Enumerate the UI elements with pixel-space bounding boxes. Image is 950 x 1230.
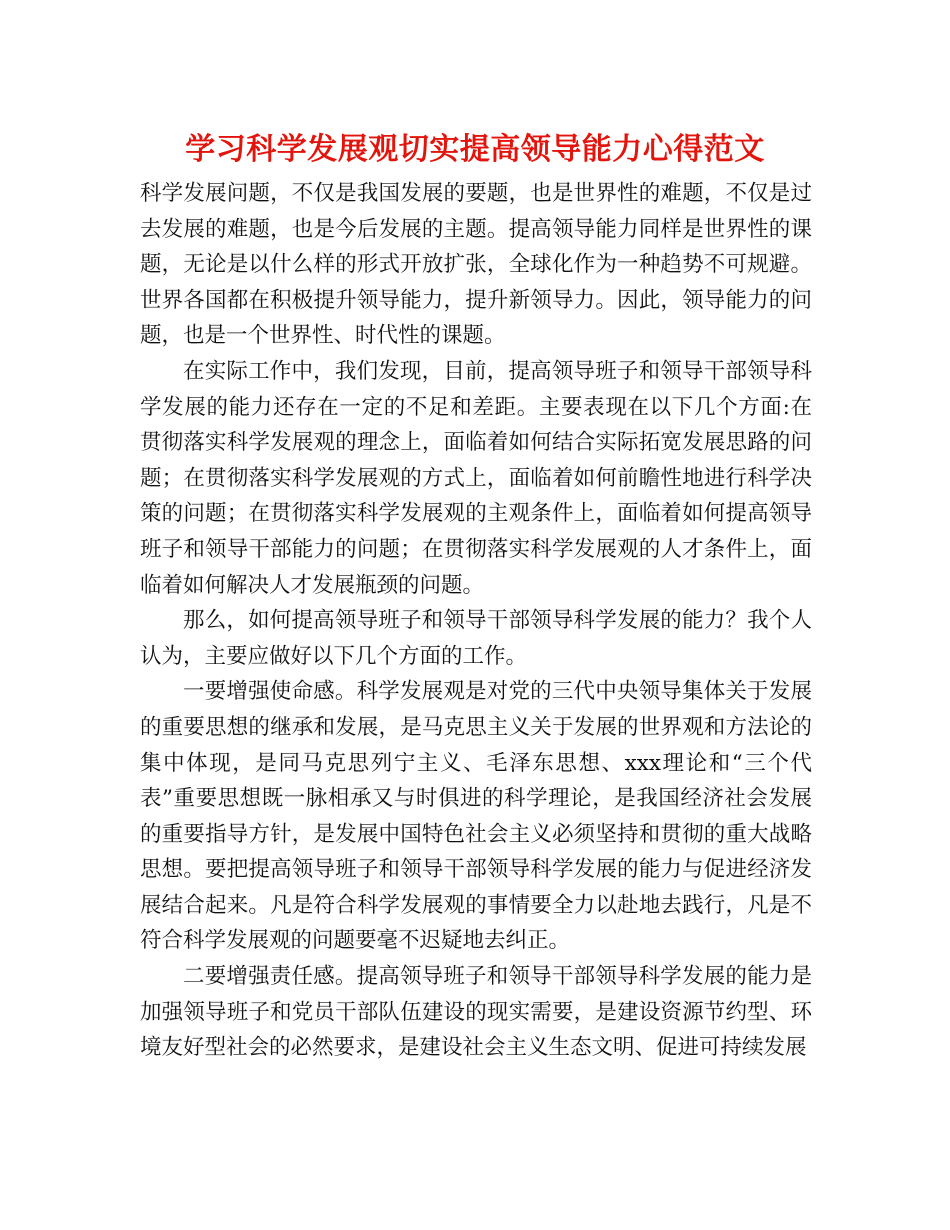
document-title: 学习科学发展观切实提高领导能力心得范文	[185, 132, 765, 167]
paragraph-mission: 一要增强使命感。科学发展观是对党的三代中央领导集体关于发展的重要思想的继承和发展，是马克思主义关于发展的世界观和方法论的集中体现，是同马克思列宁主义、毛泽东思想、xxx理论和“三个代表”重要思想既一脉相承又与时俱进的科学理论，是我国经济社会发展的重要指导方针，是发展中国特色社会主义必须坚持和贯彻的重大战略思想。要把提高领导班子和领导干部领导科学发展的能力与促进经济发展结合起来。凡是符合科学发展观的事情要全力以赴地去践行，凡是不符合科学发展观的问题要毫不迟疑地去纠正。	[140, 679, 812, 954]
paragraph-intro: 科学发展问题，不仅是我国发展的要题，也是世界性的难题，不仅是过去发展的难题，也是今后发展的主题。提高领导能力同样是世界性的课题，无论是以什么样的形式开放扩张，全球化作为一种趋势不可规避。世界各国都在积极提升领导能力，提升新领导力。因此，领导能力的问题，也是一个世界性、时代性的课题。	[140, 181, 812, 349]
paragraph-question: 那么，如何提高领导班子和领导干部领导科学发展的能力？我个人认为，主要应做好以下几个方面的工作。	[140, 608, 812, 669]
paragraph-problems: 在实际工作中，我们发现，目前，提高领导班子和领导干部领导科学发展的能力还存在一定的不足和差距。主要表现在以下几个方面:在贯彻落实科学发展观的理念上，面临着如何结合实际拓宽发展思路的问题；在贯彻落实科学发展观的方式上，面临着如何前瞻性地进行科学决策的问题；在贯彻落实科学发展观的主观条件上，面临着如何提高领导班子和领导干部能力的问题；在贯彻落实科学发展观的人才条件上，面临着如何解决人才发展瓶颈的问题。	[140, 358, 812, 598]
paragraph-responsibility: 二要增强责任感。提高领导班子和领导干部领导科学发展的能力是加强领导班子和党员干部队伍建设的现实需要，是建设资源节约型、环境友好型社会的必然要求，是建设社会主义生态文明、促进可持续发展	[140, 964, 812, 1061]
document-body	[140, 176, 812, 1066]
